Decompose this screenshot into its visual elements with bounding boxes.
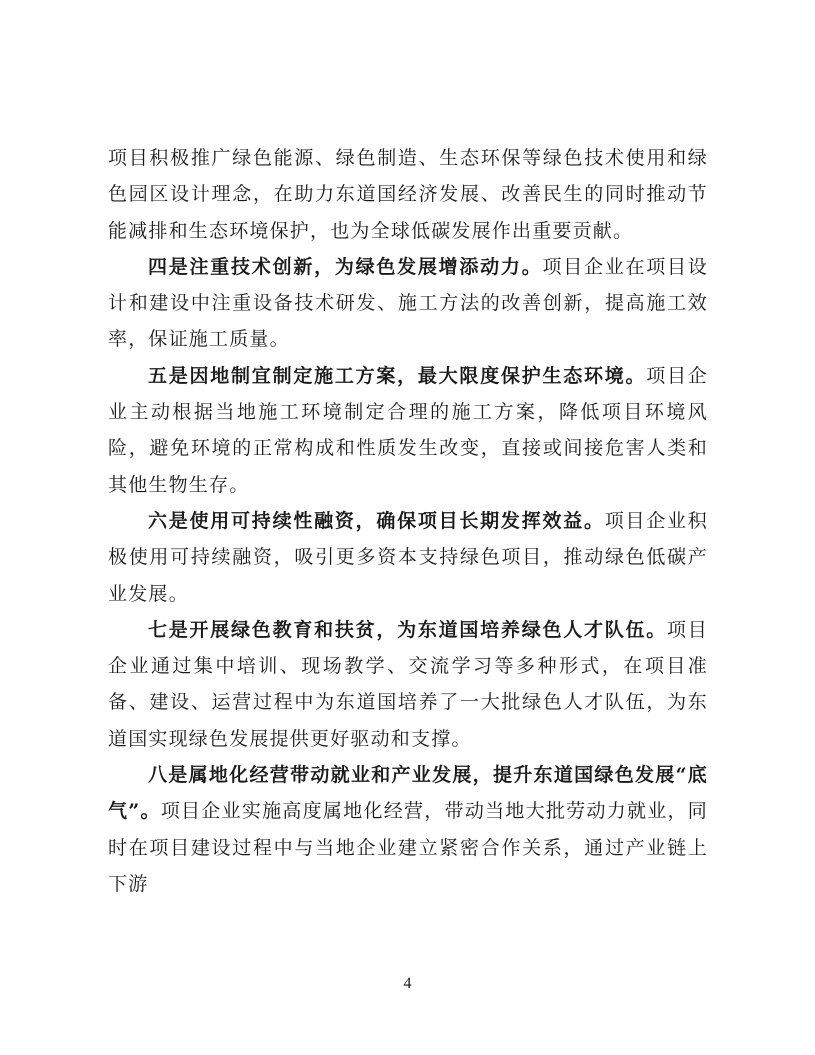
paragraph-continuation: [108, 140, 708, 249]
document-body: [108, 140, 708, 902]
paragraph-text: 项目企业积极使用可持续融资，吸引更多资本支持绿色项目，推动绿色低碳产业发展。: [108, 509, 708, 605]
paragraph-heading: 五是因地制宜制定施工方案，最大限度保护生态环境。: [148, 364, 647, 387]
page-number: 4: [403, 975, 412, 992]
paragraph-heading: 八是属地化经营带动就业和产业发展，提升东道国绿色发展“底气”。: [108, 764, 708, 823]
paragraph-point-8: [108, 757, 708, 902]
paragraph-text: 项目企业实施高度属地化经营，带动当地大批劳动力就业，同时在项目建设过程中与当地企业建立紧密合作关系，通过产业链上下游: [108, 800, 709, 895]
paragraph-point-6: [108, 503, 708, 612]
paragraph-heading: 四是注重技术创新，为绿色发展增添动力。: [148, 255, 543, 278]
paragraph-point-5: [108, 358, 708, 503]
paragraph-heading: 六是使用可持续性融资，确保项目长期发挥效益。: [148, 509, 605, 532]
paragraph-heading: 七是开展绿色教育和扶贫，为东道国培养绿色人才队伍。: [148, 618, 668, 641]
paragraph-text: 项目企业主动根据当地施工环境制定合理的施工方案，降低项目环境风险，避免环境的正常构成和性质发生改变，直接或间接危害人类和其他生物生存。: [108, 364, 708, 496]
paragraph-point-4: [108, 249, 708, 358]
paragraph-text: 项目企业在项目设计和建设中注重设备技术研发、施工方法的改善创新，提高施工效率，保证施工质量。: [108, 255, 708, 351]
paragraph-text: 项目企业通过集中培训、现场教学、交流学习等多种形式，在项目准备、建设、运营过程中为东道国培养了一大批绿色人才队伍，为东道国实现绿色发展提供更好驱动和支撑。: [108, 618, 708, 750]
paragraph-point-7: [108, 612, 708, 757]
paragraph-text: 项目积极推广绿色能源、绿色制造、生态环保等绿色技术使用和绿色园区设计理念，在助力东道国经济发展、改善民生的同时推动节能减排和生态环境保护，也为全球低碳发展作出重要贡献。: [108, 147, 708, 242]
